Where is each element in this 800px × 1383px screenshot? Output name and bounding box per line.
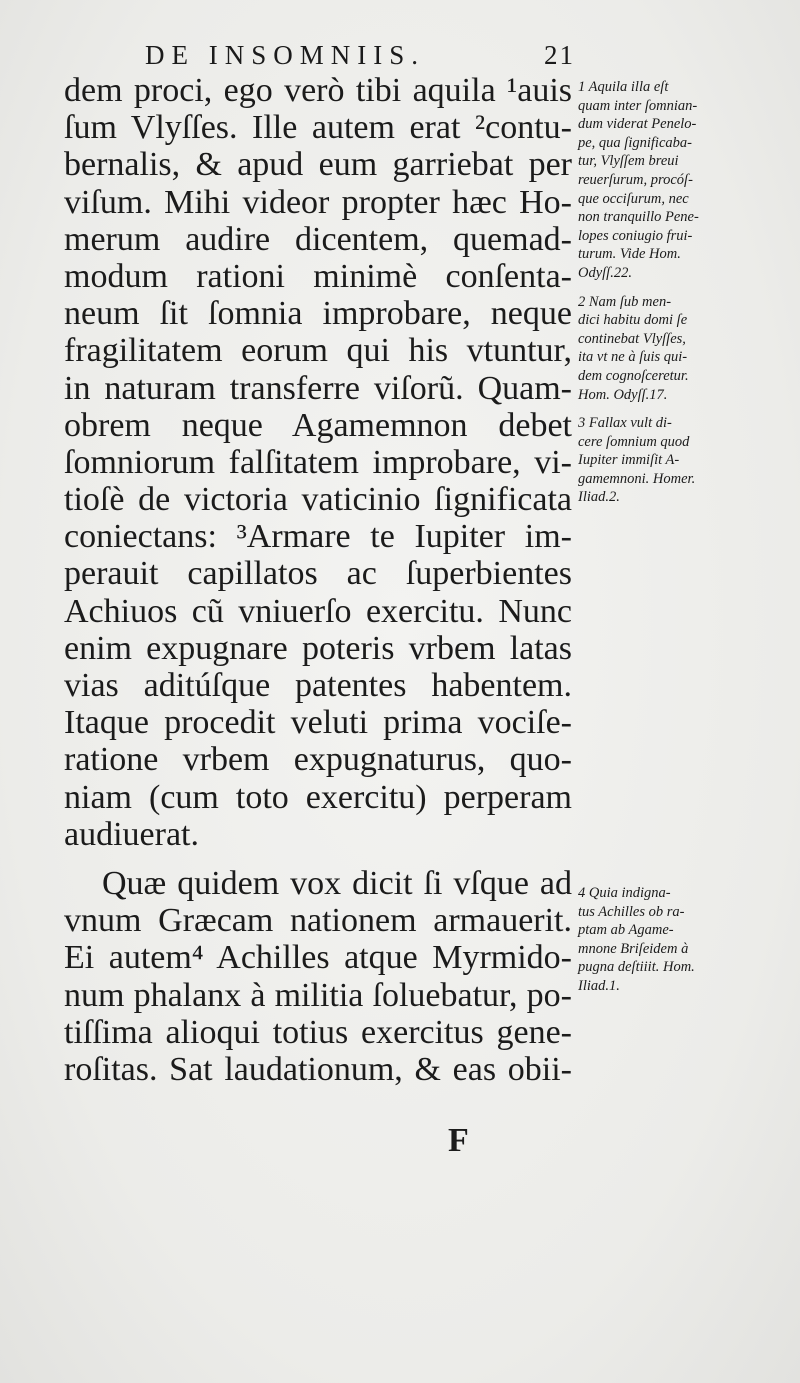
note-line: 1 Aquila illa eſt	[578, 79, 669, 95]
note-line: 4 Quia indigna-	[578, 885, 671, 901]
text-line: enim expugnare poteris vrbem latas	[64, 629, 572, 667]
note-line: Odyſſ.22.	[578, 264, 632, 281]
note-line: ita vt ne à ſuis qui-	[578, 349, 688, 366]
marginal-note-2	[578, 293, 764, 405]
note-line: quam inter ſomnian-	[578, 97, 698, 114]
paragraph-gap	[64, 853, 572, 865]
text-line: niam (cum toto exercitu) perperam	[64, 778, 572, 816]
note-line: dici habitu domi ſe	[578, 312, 688, 329]
marginal-notes	[578, 78, 764, 994]
text-line: audiuerat.	[64, 815, 199, 853]
marginal-note-4	[578, 884, 695, 996]
note-line: lopes coniugio frui-	[578, 227, 693, 244]
text-line: in naturam transferre viſorũ. Quam-	[64, 369, 572, 407]
running-title: DE INSOMNIIS.	[145, 40, 425, 70]
text-line: vias aditúſque patentes habentem.	[64, 667, 572, 704]
note-line: pe, qua ſignificaba-	[578, 134, 692, 151]
text-line: vnum Græcam nationem armauerit.	[64, 902, 572, 940]
note-line: que occiſurum, nec	[578, 190, 689, 207]
text-line: coniectans: ³Armare te Iupiter im-	[64, 518, 572, 556]
text-line: tiſſima alioqui totius exercitus gene-	[64, 1013, 572, 1051]
text-line: ſomniorum falſitatem improbare, vi-	[64, 443, 572, 481]
note-line: turum. Vide Hom.	[578, 246, 681, 263]
text-line: neum ſit ſomnia improbare, neque	[64, 295, 572, 333]
signature-mark: F	[448, 1122, 469, 1159]
text-line: Itaque procedit veluti prima vociſe-	[64, 704, 572, 742]
note-line: Iliad.1.	[578, 977, 620, 994]
note-line: gamemnoni. Homer.	[578, 470, 696, 487]
text-line: obrem neque Agamemnon debet	[64, 406, 572, 444]
text-line: ratione vrbem expugnaturus, quo-	[64, 741, 572, 779]
text-line: modum rationi minimè conſenta-	[64, 257, 572, 295]
note-line: 2 Nam ſub men-	[578, 293, 672, 310]
note-line: continebat Vlyſſes,	[578, 330, 686, 347]
note-line: ptam ab Agame-	[578, 922, 674, 939]
note-line: non tranquillo Pene-	[578, 209, 699, 226]
marginal-note-3	[578, 414, 764, 507]
text-line: Quæ quidem vox dicit ſi vſque ad	[102, 864, 572, 902]
text-line: fragilitatem eorum qui his vtuntur,	[64, 332, 572, 370]
text-line: num phalanx à militia ſoluebatur, po-	[64, 976, 572, 1014]
note-line: Iliad.2.	[578, 489, 620, 506]
text-line: Achiuos cũ vniuerſo exercitu. Nunc	[64, 592, 572, 630]
text-line: tioſè de victoria vaticinio ſignificata	[64, 481, 572, 519]
page-number: 21	[544, 40, 575, 70]
text-line: perauit capillatos ac ſuperbientes	[64, 555, 572, 593]
text-line: merum audire dicentem, quemad-	[64, 220, 572, 258]
text-line: ſum Vlyſſes. Ille autem erat ²contu-	[64, 109, 572, 147]
note-line: Iupiter immiſit A-	[578, 452, 680, 469]
main-text-column	[64, 72, 572, 1088]
note-line: pugna deſtiiit. Hom.	[578, 959, 695, 976]
marginal-note-1	[578, 78, 764, 283]
text-line: bernalis, & apud eum garriebat per	[64, 146, 572, 184]
note-line: dum viderat Penelo-	[578, 116, 697, 133]
text-line: Ei autem⁴ Achilles atque Myrmido-	[64, 939, 572, 977]
note-line: 3 Fallax vult di-	[578, 415, 672, 432]
note-line: tus Achilles ob ra-	[578, 903, 685, 920]
text-line: viſum. Mihi videor propter hæc Ho-	[64, 183, 572, 221]
text-line: roſitas. Sat laudationum, & eas obii-	[64, 1050, 572, 1088]
note-line: Hom. Odyſſ.17.	[578, 386, 668, 403]
note-line: mnone Briſeidem à	[578, 940, 689, 957]
note-line: cere ſomnium quod	[578, 433, 690, 450]
running-header	[145, 40, 575, 71]
note-line: tur, Vlyſſem breui	[578, 153, 679, 170]
note-line: reuerſurum, procóſ-	[578, 171, 693, 188]
note-line: dem cognoſceretur.	[578, 367, 689, 384]
text-line: dem proci, ego verò tibi aquila ¹auis	[64, 72, 572, 109]
